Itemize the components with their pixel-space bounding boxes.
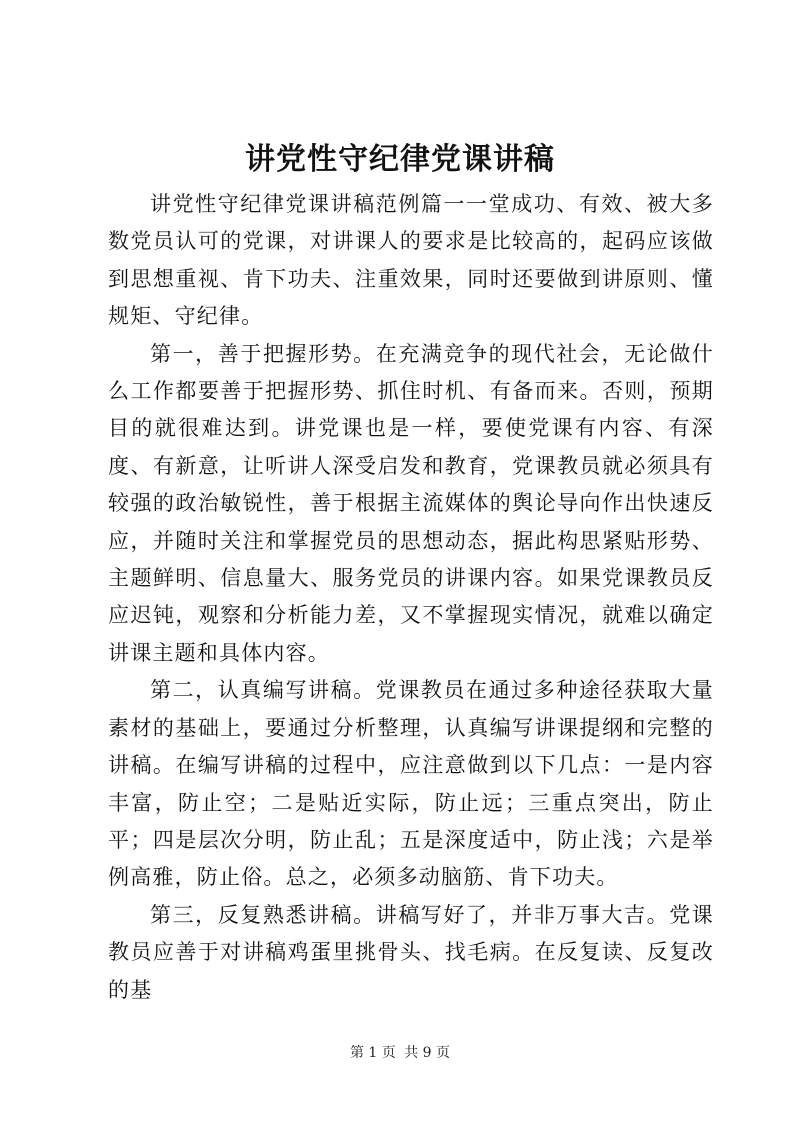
paragraph-intro: 讲党性守纪律党课讲稿范例篇一一堂成功、有效、被大多数党员认可的党课，对讲课人的要求是比较高的，起码应该做到思想重视、肯下功夫、注重效果，同时还要做到讲原则、懂规矩、守纪律。 — [108, 192, 714, 329]
paragraph-third-point: 第三，反复熟悉讲稿。讲稿写好了，并非万事大吉。党课教员应善于对讲稿鸡蛋里挑骨头、找毛病。在反复读、反复改的基 — [108, 902, 714, 1002]
paragraph-second-point: 第二，认真编写讲稿。党课教员在通过多种途径获取大量素材的基础上，要通过分析整理，认真编写讲课提纲和完整的讲稿。在编写讲稿的过程中，应注意做到以下几点：一是内容丰富，防止空；二是贴近实际，防止远；三重点突出，防止平；四是层次分明，防止乱；五是深度适中，防止浅；六是举例高雅，防止俗。总之，必须多动脑筋、肯下功夫。 — [108, 678, 714, 890]
paragraph-first-point: 第一，善于把握形势。在充满竞争的现代社会，无论做什么工作都要善于把握形势、抓住时机、有备而来。否则，预期目的就很难达到。讲党课也是一样，要使党课有内容、有深度、有新意，让听讲人深受启发和教育，党课教员就必须具有较强的政治敏锐性，善于根据主流媒体的舆论导向作出快速反应，并随时关注和掌握党员的思想动态，据此构思紧贴形势、主题鲜明、信息量大、服务党员的讲课内容。如果党课教员反应迟钝，观察和分析能力差，又不掌握现实情况，就难以确定讲课主题和具体内容。 — [108, 341, 714, 665]
page-footer — [0, 1043, 800, 1063]
document-title: 讲党性守纪律党课讲稿 — [245, 142, 555, 177]
page-number: 第 1 页 — [349, 1045, 396, 1061]
page-total: 共 9 页 — [404, 1045, 451, 1061]
document-body — [108, 186, 714, 1009]
